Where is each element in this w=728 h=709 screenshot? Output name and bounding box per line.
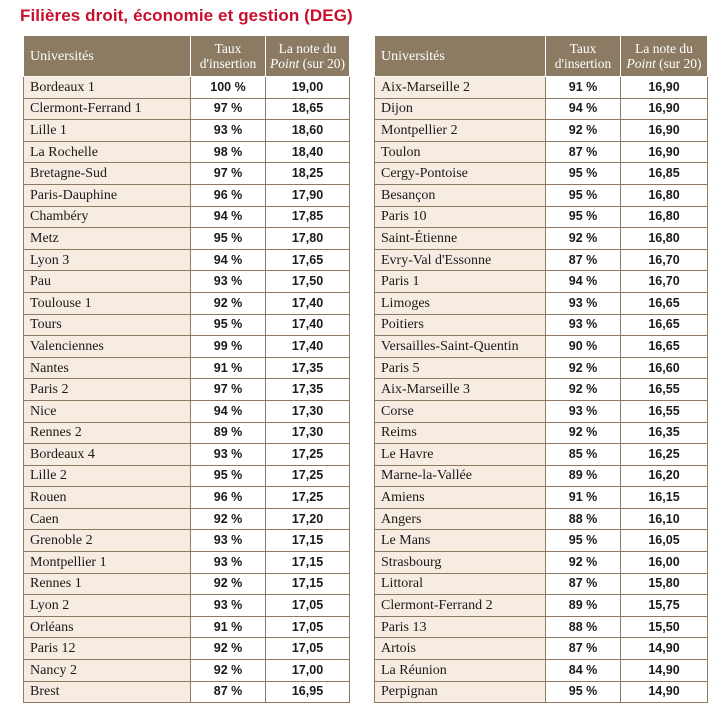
table-row xyxy=(375,336,708,358)
note-cell: 17,30 xyxy=(266,400,350,422)
header-note xyxy=(621,36,708,77)
insertion-rate-cell: 93 % xyxy=(546,292,621,314)
insertion-rate-cell: 92 % xyxy=(546,228,621,250)
table-row xyxy=(375,552,708,574)
insertion-rate-cell: 93 % xyxy=(191,595,266,617)
note-cell: 16,25 xyxy=(621,444,708,466)
insertion-rate-cell: 93 % xyxy=(546,314,621,336)
university-name-cell: Nantes xyxy=(24,357,191,379)
note-cell: 16,65 xyxy=(621,292,708,314)
insertion-rate-cell: 94 % xyxy=(546,98,621,120)
note-cell: 18,65 xyxy=(266,98,350,120)
table-row xyxy=(375,616,708,638)
university-name-cell: Limoges xyxy=(375,292,546,314)
university-name-cell: Grenoble 2 xyxy=(24,530,191,552)
note-cell: 16,80 xyxy=(621,206,708,228)
university-name-cell: Lyon 3 xyxy=(24,249,191,271)
note-cell: 16,85 xyxy=(621,163,708,185)
insertion-rate-cell: 92 % xyxy=(546,552,621,574)
insertion-rate-cell: 94 % xyxy=(191,400,266,422)
insertion-rate-cell: 85 % xyxy=(546,444,621,466)
note-cell: 17,25 xyxy=(266,444,350,466)
note-cell: 16,80 xyxy=(621,184,708,206)
note-cell: 16,55 xyxy=(621,379,708,401)
university-name-cell: Aix-Marseille 2 xyxy=(375,77,546,99)
university-name-cell: Rouen xyxy=(24,487,191,509)
insertion-rate-cell: 87 % xyxy=(546,249,621,271)
table-row xyxy=(375,228,708,250)
insertion-rate-cell: 92 % xyxy=(191,292,266,314)
university-name-cell: Corse xyxy=(375,400,546,422)
table-row xyxy=(24,422,350,444)
insertion-rate-cell: 99 % xyxy=(191,336,266,358)
table-body-right xyxy=(375,77,708,703)
insertion-rate-cell: 92 % xyxy=(546,379,621,401)
header-taux-line2: d'insertion xyxy=(199,56,257,71)
university-name-cell: Paris 2 xyxy=(24,379,191,401)
note-cell: 17,20 xyxy=(266,508,350,530)
table-header-row xyxy=(24,36,350,77)
insertion-rate-cell: 88 % xyxy=(546,616,621,638)
note-cell: 16,15 xyxy=(621,487,708,509)
university-name-cell: Le Mans xyxy=(375,530,546,552)
table-row xyxy=(24,681,350,703)
insertion-rate-cell: 95 % xyxy=(546,681,621,703)
note-cell: 16,90 xyxy=(621,141,708,163)
university-name-cell: Clermont-Ferrand 2 xyxy=(375,595,546,617)
insertion-rate-cell: 100 % xyxy=(191,77,266,99)
header-note-line1: La note du xyxy=(635,41,693,56)
table-row xyxy=(375,206,708,228)
table-row xyxy=(375,638,708,660)
table-row xyxy=(375,444,708,466)
university-name-cell: Cergy-Pontoise xyxy=(375,163,546,185)
insertion-rate-cell: 90 % xyxy=(546,336,621,358)
university-name-cell: Orléans xyxy=(24,616,191,638)
university-name-cell: Amiens xyxy=(375,487,546,509)
table-row xyxy=(375,422,708,444)
insertion-rate-cell: 89 % xyxy=(546,595,621,617)
table-row xyxy=(24,616,350,638)
university-name-cell: Besançon xyxy=(375,184,546,206)
insertion-rate-cell: 92 % xyxy=(191,508,266,530)
insertion-rate-cell: 92 % xyxy=(191,638,266,660)
table-row xyxy=(24,379,350,401)
university-name-cell: Angers xyxy=(375,508,546,530)
note-cell: 16,65 xyxy=(621,314,708,336)
table-row xyxy=(24,465,350,487)
table-row xyxy=(375,379,708,401)
header-taux xyxy=(546,36,621,77)
table-row xyxy=(375,530,708,552)
table-row xyxy=(24,487,350,509)
note-cell: 17,40 xyxy=(266,336,350,358)
note-cell: 16,90 xyxy=(621,98,708,120)
note-cell: 16,55 xyxy=(621,400,708,422)
note-cell: 16,90 xyxy=(621,77,708,99)
note-cell: 15,50 xyxy=(621,616,708,638)
table-row xyxy=(24,271,350,293)
table-row xyxy=(24,77,350,99)
note-cell: 16,70 xyxy=(621,271,708,293)
university-name-cell: Artois xyxy=(375,638,546,660)
insertion-rate-cell: 84 % xyxy=(546,660,621,682)
note-cell: 17,50 xyxy=(266,271,350,293)
university-name-cell: Pau xyxy=(24,271,191,293)
university-name-cell: Metz xyxy=(24,228,191,250)
insertion-rate-cell: 93 % xyxy=(191,552,266,574)
university-name-cell: Caen xyxy=(24,508,191,530)
note-cell: 14,90 xyxy=(621,681,708,703)
insertion-rate-cell: 95 % xyxy=(191,314,266,336)
note-cell: 17,65 xyxy=(266,249,350,271)
table-row xyxy=(24,336,350,358)
insertion-rate-cell: 95 % xyxy=(191,465,266,487)
insertion-rate-cell: 93 % xyxy=(546,400,621,422)
note-cell: 19,00 xyxy=(266,77,350,99)
insertion-rate-cell: 87 % xyxy=(546,141,621,163)
note-cell: 16,05 xyxy=(621,530,708,552)
university-name-cell: Chambéry xyxy=(24,206,191,228)
insertion-rate-cell: 93 % xyxy=(191,271,266,293)
insertion-rate-cell: 89 % xyxy=(191,422,266,444)
insertion-rate-cell: 97 % xyxy=(191,163,266,185)
insertion-rate-cell: 88 % xyxy=(546,508,621,530)
header-note-line2 xyxy=(266,56,349,71)
header-taux-line2: d'insertion xyxy=(554,56,612,71)
header-taux xyxy=(191,36,266,77)
university-name-cell: Montpellier 2 xyxy=(375,120,546,142)
table-row xyxy=(375,660,708,682)
note-cell: 17,15 xyxy=(266,573,350,595)
insertion-rate-cell: 93 % xyxy=(191,444,266,466)
note-cell: 17,90 xyxy=(266,184,350,206)
insertion-rate-cell: 92 % xyxy=(546,120,621,142)
note-cell: 16,60 xyxy=(621,357,708,379)
table-row xyxy=(24,508,350,530)
table-row xyxy=(24,595,350,617)
university-name-cell: Brest xyxy=(24,681,191,703)
insertion-rate-cell: 95 % xyxy=(546,163,621,185)
note-cell: 17,80 xyxy=(266,228,350,250)
page-title: Filières droit, économie et gestion (DEG) xyxy=(20,6,353,25)
note-cell: 15,75 xyxy=(621,595,708,617)
note-cell: 16,70 xyxy=(621,249,708,271)
university-name-cell: Saint-Étienne xyxy=(375,228,546,250)
table-row xyxy=(375,249,708,271)
note-cell: 16,80 xyxy=(621,228,708,250)
university-name-cell: Toulouse 1 xyxy=(24,292,191,314)
university-name-cell: Lille 2 xyxy=(24,465,191,487)
insertion-rate-cell: 96 % xyxy=(191,487,266,509)
table-row xyxy=(375,314,708,336)
insertion-rate-cell: 92 % xyxy=(546,422,621,444)
table-row xyxy=(24,444,350,466)
table-row xyxy=(375,271,708,293)
table-row xyxy=(24,357,350,379)
ranking-table-left xyxy=(23,35,350,703)
ranking-table-right xyxy=(374,35,708,703)
insertion-rate-cell: 87 % xyxy=(546,573,621,595)
university-name-cell: Strasbourg xyxy=(375,552,546,574)
table-row xyxy=(24,184,350,206)
note-cell: 17,05 xyxy=(266,616,350,638)
table-row xyxy=(375,184,708,206)
header-note-point: Point xyxy=(626,56,656,71)
university-name-cell: Clermont-Ferrand 1 xyxy=(24,98,191,120)
note-cell: 16,65 xyxy=(621,336,708,358)
table-row xyxy=(375,98,708,120)
note-cell: 17,40 xyxy=(266,314,350,336)
university-name-cell: La Réunion xyxy=(375,660,546,682)
table-row xyxy=(375,163,708,185)
insertion-rate-cell: 91 % xyxy=(191,357,266,379)
university-name-cell: Paris-Dauphine xyxy=(24,184,191,206)
table-row xyxy=(375,141,708,163)
header-universites: Universités xyxy=(24,36,191,77)
table-row xyxy=(375,573,708,595)
note-cell: 18,25 xyxy=(266,163,350,185)
note-cell: 17,05 xyxy=(266,638,350,660)
table-row xyxy=(24,98,350,120)
table-row xyxy=(24,314,350,336)
header-note-point: Point xyxy=(270,56,300,71)
table-row xyxy=(24,163,350,185)
university-name-cell: Toulon xyxy=(375,141,546,163)
university-name-cell: Paris 10 xyxy=(375,206,546,228)
insertion-rate-cell: 98 % xyxy=(191,141,266,163)
insertion-rate-cell: 87 % xyxy=(546,638,621,660)
insertion-rate-cell: 94 % xyxy=(546,271,621,293)
table-row xyxy=(24,249,350,271)
header-note-suffix: (sur 20) xyxy=(655,56,702,71)
table-row xyxy=(375,400,708,422)
insertion-rate-cell: 87 % xyxy=(191,681,266,703)
note-cell: 17,35 xyxy=(266,379,350,401)
university-name-cell: Bordeaux 1 xyxy=(24,77,191,99)
table-row xyxy=(375,120,708,142)
header-taux-line1: Taux xyxy=(569,41,597,56)
note-cell: 18,40 xyxy=(266,141,350,163)
insertion-rate-cell: 96 % xyxy=(191,184,266,206)
university-name-cell: Dijon xyxy=(375,98,546,120)
table-header-row xyxy=(375,36,708,77)
note-cell: 17,15 xyxy=(266,552,350,574)
university-name-cell: Nice xyxy=(24,400,191,422)
header-universites: Universités xyxy=(375,36,546,77)
insertion-rate-cell: 91 % xyxy=(191,616,266,638)
university-name-cell: Bordeaux 4 xyxy=(24,444,191,466)
note-cell: 17,40 xyxy=(266,292,350,314)
university-name-cell: Lyon 2 xyxy=(24,595,191,617)
table-body-left xyxy=(24,77,350,703)
insertion-rate-cell: 95 % xyxy=(546,184,621,206)
insertion-rate-cell: 89 % xyxy=(546,465,621,487)
university-name-cell: Versailles-Saint-Quentin xyxy=(375,336,546,358)
note-cell: 15,80 xyxy=(621,573,708,595)
note-cell: 18,60 xyxy=(266,120,350,142)
insertion-rate-cell: 92 % xyxy=(546,357,621,379)
university-name-cell: Paris 1 xyxy=(375,271,546,293)
table-row xyxy=(24,638,350,660)
table-row xyxy=(375,77,708,99)
table-row xyxy=(24,573,350,595)
note-cell: 16,00 xyxy=(621,552,708,574)
note-cell: 17,25 xyxy=(266,465,350,487)
table-row xyxy=(24,120,350,142)
note-cell: 16,90 xyxy=(621,120,708,142)
note-cell: 14,90 xyxy=(621,660,708,682)
insertion-rate-cell: 97 % xyxy=(191,379,266,401)
table-row xyxy=(375,465,708,487)
insertion-rate-cell: 95 % xyxy=(546,530,621,552)
university-name-cell: Reims xyxy=(375,422,546,444)
university-name-cell: Bretagne-Sud xyxy=(24,163,191,185)
university-name-cell: Littoral xyxy=(375,573,546,595)
university-name-cell: La Rochelle xyxy=(24,141,191,163)
table-row xyxy=(375,357,708,379)
insertion-rate-cell: 94 % xyxy=(191,206,266,228)
table-row xyxy=(375,508,708,530)
university-name-cell: Paris 13 xyxy=(375,616,546,638)
table-row xyxy=(375,595,708,617)
insertion-rate-cell: 93 % xyxy=(191,120,266,142)
university-name-cell: Paris 5 xyxy=(375,357,546,379)
university-name-cell: Valenciennes xyxy=(24,336,191,358)
note-cell: 17,35 xyxy=(266,357,350,379)
university-name-cell: Le Havre xyxy=(375,444,546,466)
university-name-cell: Marne-la-Vallée xyxy=(375,465,546,487)
table-row xyxy=(24,552,350,574)
university-name-cell: Lille 1 xyxy=(24,120,191,142)
insertion-rate-cell: 95 % xyxy=(546,206,621,228)
university-name-cell: Rennes 1 xyxy=(24,573,191,595)
header-note-line2 xyxy=(621,56,707,71)
university-name-cell: Paris 12 xyxy=(24,638,191,660)
note-cell: 17,15 xyxy=(266,530,350,552)
insertion-rate-cell: 93 % xyxy=(191,530,266,552)
university-name-cell: Montpellier 1 xyxy=(24,552,191,574)
note-cell: 17,85 xyxy=(266,206,350,228)
insertion-rate-cell: 95 % xyxy=(191,228,266,250)
university-name-cell: Rennes 2 xyxy=(24,422,191,444)
note-cell: 16,95 xyxy=(266,681,350,703)
note-cell: 16,35 xyxy=(621,422,708,444)
table-row xyxy=(375,681,708,703)
table-row xyxy=(24,400,350,422)
note-cell: 17,30 xyxy=(266,422,350,444)
note-cell: 16,20 xyxy=(621,465,708,487)
university-name-cell: Tours xyxy=(24,314,191,336)
table-row xyxy=(375,292,708,314)
header-taux-line1: Taux xyxy=(214,41,242,56)
note-cell: 17,00 xyxy=(266,660,350,682)
note-cell: 14,90 xyxy=(621,638,708,660)
insertion-rate-cell: 94 % xyxy=(191,249,266,271)
header-note xyxy=(266,36,350,77)
note-cell: 17,25 xyxy=(266,487,350,509)
note-cell: 17,05 xyxy=(266,595,350,617)
university-name-cell: Poitiers xyxy=(375,314,546,336)
university-name-cell: Evry-Val d'Essonne xyxy=(375,249,546,271)
table-row xyxy=(24,292,350,314)
table-row xyxy=(24,206,350,228)
insertion-rate-cell: 91 % xyxy=(546,77,621,99)
university-name-cell: Aix-Marseille 3 xyxy=(375,379,546,401)
note-cell: 16,10 xyxy=(621,508,708,530)
table-row xyxy=(24,530,350,552)
insertion-rate-cell: 91 % xyxy=(546,487,621,509)
university-name-cell: Perpignan xyxy=(375,681,546,703)
insertion-rate-cell: 92 % xyxy=(191,573,266,595)
university-name-cell: Nancy 2 xyxy=(24,660,191,682)
header-note-suffix: (sur 20) xyxy=(299,56,345,71)
insertion-rate-cell: 97 % xyxy=(191,98,266,120)
table-row xyxy=(375,487,708,509)
table-row xyxy=(24,228,350,250)
table-row xyxy=(24,660,350,682)
table-row xyxy=(24,141,350,163)
insertion-rate-cell: 92 % xyxy=(191,660,266,682)
header-note-line1: La note du xyxy=(278,41,337,56)
